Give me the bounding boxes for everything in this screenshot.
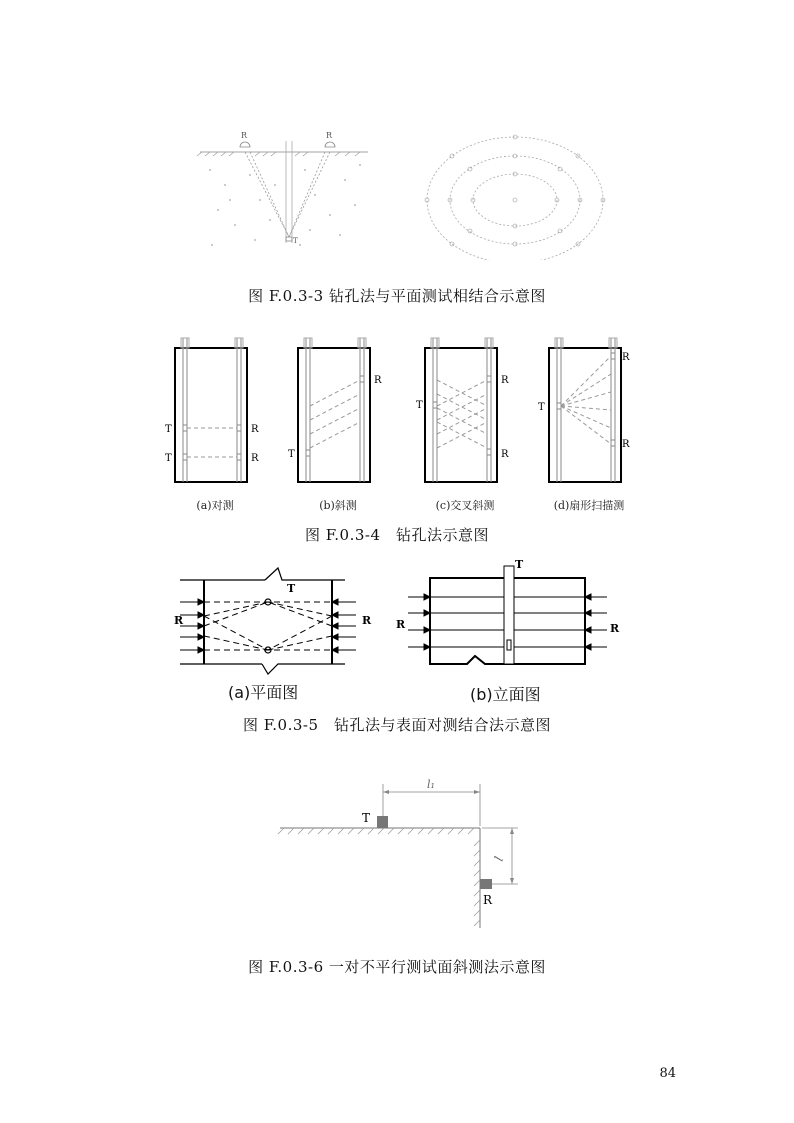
- panel-b-right-arrows: [585, 594, 607, 650]
- caption-f-0-3-6: 图 F.0.3-6 一对不平行测试面斜测法示意图: [248, 958, 546, 976]
- b-label-r-left: R: [396, 618, 406, 631]
- figure-f-0-3-5: [170, 556, 620, 681]
- subcaption-a: (a)对测: [196, 499, 234, 512]
- figure-f-0-3-4: [160, 336, 640, 486]
- b-label-r-right: R: [610, 622, 620, 635]
- a-label-r-left: R: [174, 614, 184, 627]
- a-label-r-right: R: [362, 614, 372, 627]
- page-number: 84: [659, 1066, 676, 1081]
- c-label-r2: R: [501, 449, 509, 460]
- a-label-t1: T: [165, 424, 172, 435]
- label-t: T: [362, 811, 371, 825]
- b-label-t: T: [515, 558, 524, 571]
- plan-view-points: [425, 135, 605, 260]
- caption-f-0-3-3: 图 F.0.3-3 钻孔法与平面测试相结合示意图: [248, 287, 546, 305]
- aggregate-dots: [209, 164, 361, 246]
- nonparallel-surfaces: [278, 784, 518, 928]
- borehole-section-view: [197, 141, 368, 243]
- panel-b-left-arrows: [408, 594, 430, 650]
- d-label-t: T: [538, 402, 545, 413]
- d-label-r1: R: [622, 352, 630, 363]
- transmitter-block: [377, 816, 388, 828]
- a-label-t: T: [287, 582, 296, 595]
- label-l1: l₁: [427, 778, 435, 791]
- panel-c-cross-oblique-test: [425, 338, 497, 482]
- subcaption-c: (c)交叉斜测: [435, 499, 495, 512]
- subcaption-elevation: (b)立面图: [470, 685, 541, 704]
- d-label-r2: R: [622, 439, 630, 450]
- label-t: T: [293, 237, 298, 245]
- panel-a-opposite-test: [175, 338, 247, 482]
- label-r-left: R: [241, 131, 248, 140]
- c-label-t: T: [416, 400, 423, 411]
- plan-view-ellipses: [427, 137, 603, 260]
- a-label-r2: R: [251, 453, 259, 464]
- receiver-block: [480, 879, 492, 889]
- caption-f-0-3-5: 图 F.0.3-5 钻孔法与表面对测结合法示意图: [242, 716, 552, 734]
- caption-f-0-3-4: 图 F.0.3-4 钻孔法示意图: [304, 526, 490, 544]
- a-label-r1: R: [251, 424, 259, 435]
- subcaption-d: (d)扇形扫描测: [553, 499, 625, 512]
- c-label-r1: R: [501, 375, 509, 386]
- label-r: R: [483, 893, 493, 907]
- panel-b-elevation-view: [430, 566, 585, 664]
- figure-f-0-3-3: [190, 125, 620, 260]
- b-label-r: R: [374, 375, 382, 386]
- label-r-right: R: [326, 131, 333, 140]
- panel-d-fan-scan-test: [549, 338, 621, 482]
- label-l: l: [491, 854, 507, 864]
- panel-a-right-arrows: [332, 599, 356, 653]
- subcaption-plan: (a)平面图: [228, 683, 299, 702]
- b-label-t: T: [288, 449, 295, 460]
- panel-b-oblique-test: [298, 338, 370, 482]
- a-label-t2: T: [165, 453, 172, 464]
- panel-a-left-arrows: [180, 599, 204, 653]
- figure-f-0-3-6: [270, 770, 540, 930]
- subcaption-b: (b)斜测: [319, 499, 357, 512]
- panel-a-plan-view: [180, 568, 345, 674]
